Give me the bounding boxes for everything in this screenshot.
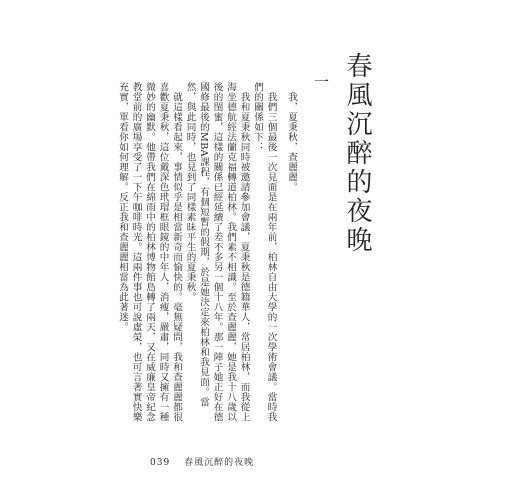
page-footer — [150, 455, 254, 468]
paragraph: 我和夏秉秋同時被邀請參加會議，夏秉秋是德籍華人，常居柏林，而我從上海坐德航經法蘭克福轉道柏林。我們素不相識。至於查麗麗，她是我十八歲以後的閨蜜，這樣的關係已經延續了差不多另一個十八年。那一陣子她正好在德國修最後的MBA課程，有個短暫的假期，於是她決定來柏林和我見面。當然，與此同時，也見到了同樣素昧平生的夏秉秋。 — [184, 82, 250, 422]
page-title: 春風沉醉的夜晚 — [342, 52, 372, 255]
paragraph: 就這樣看起來，事情似乎是相當新奇而愉快的。毫無疑問，我和查麗麗都很喜歡夏秉秋，這位戴深色玳瑁框眼鏡的中年人，消瘦，嚴肅，同時又擁有一種微妙的幽默。他帶我們在綿雨中的柏林博物館島轉了兩天，又在威廉皇帝紀念教堂前的廣場享受了一下午咖啡時光。這兩件事也可說虛榮，也可言著實快樂充實，單看你如何理解。反正我和查麗麗相當為此著迷。 — [117, 82, 182, 422]
running-title: 春風沉醉的夜晚 — [184, 458, 255, 468]
chapter-number: 一 — [312, 74, 330, 89]
body-text — [38, 82, 298, 422]
page-number: 039 — [150, 458, 171, 468]
paragraph: 我們三個最後一次見面是在兩年前，柏林自由大學的一次學術會議。當時我們的關係如下： — [252, 82, 277, 422]
paragraph: 我，夏秉秋，查麗麗。 — [286, 91, 297, 192]
